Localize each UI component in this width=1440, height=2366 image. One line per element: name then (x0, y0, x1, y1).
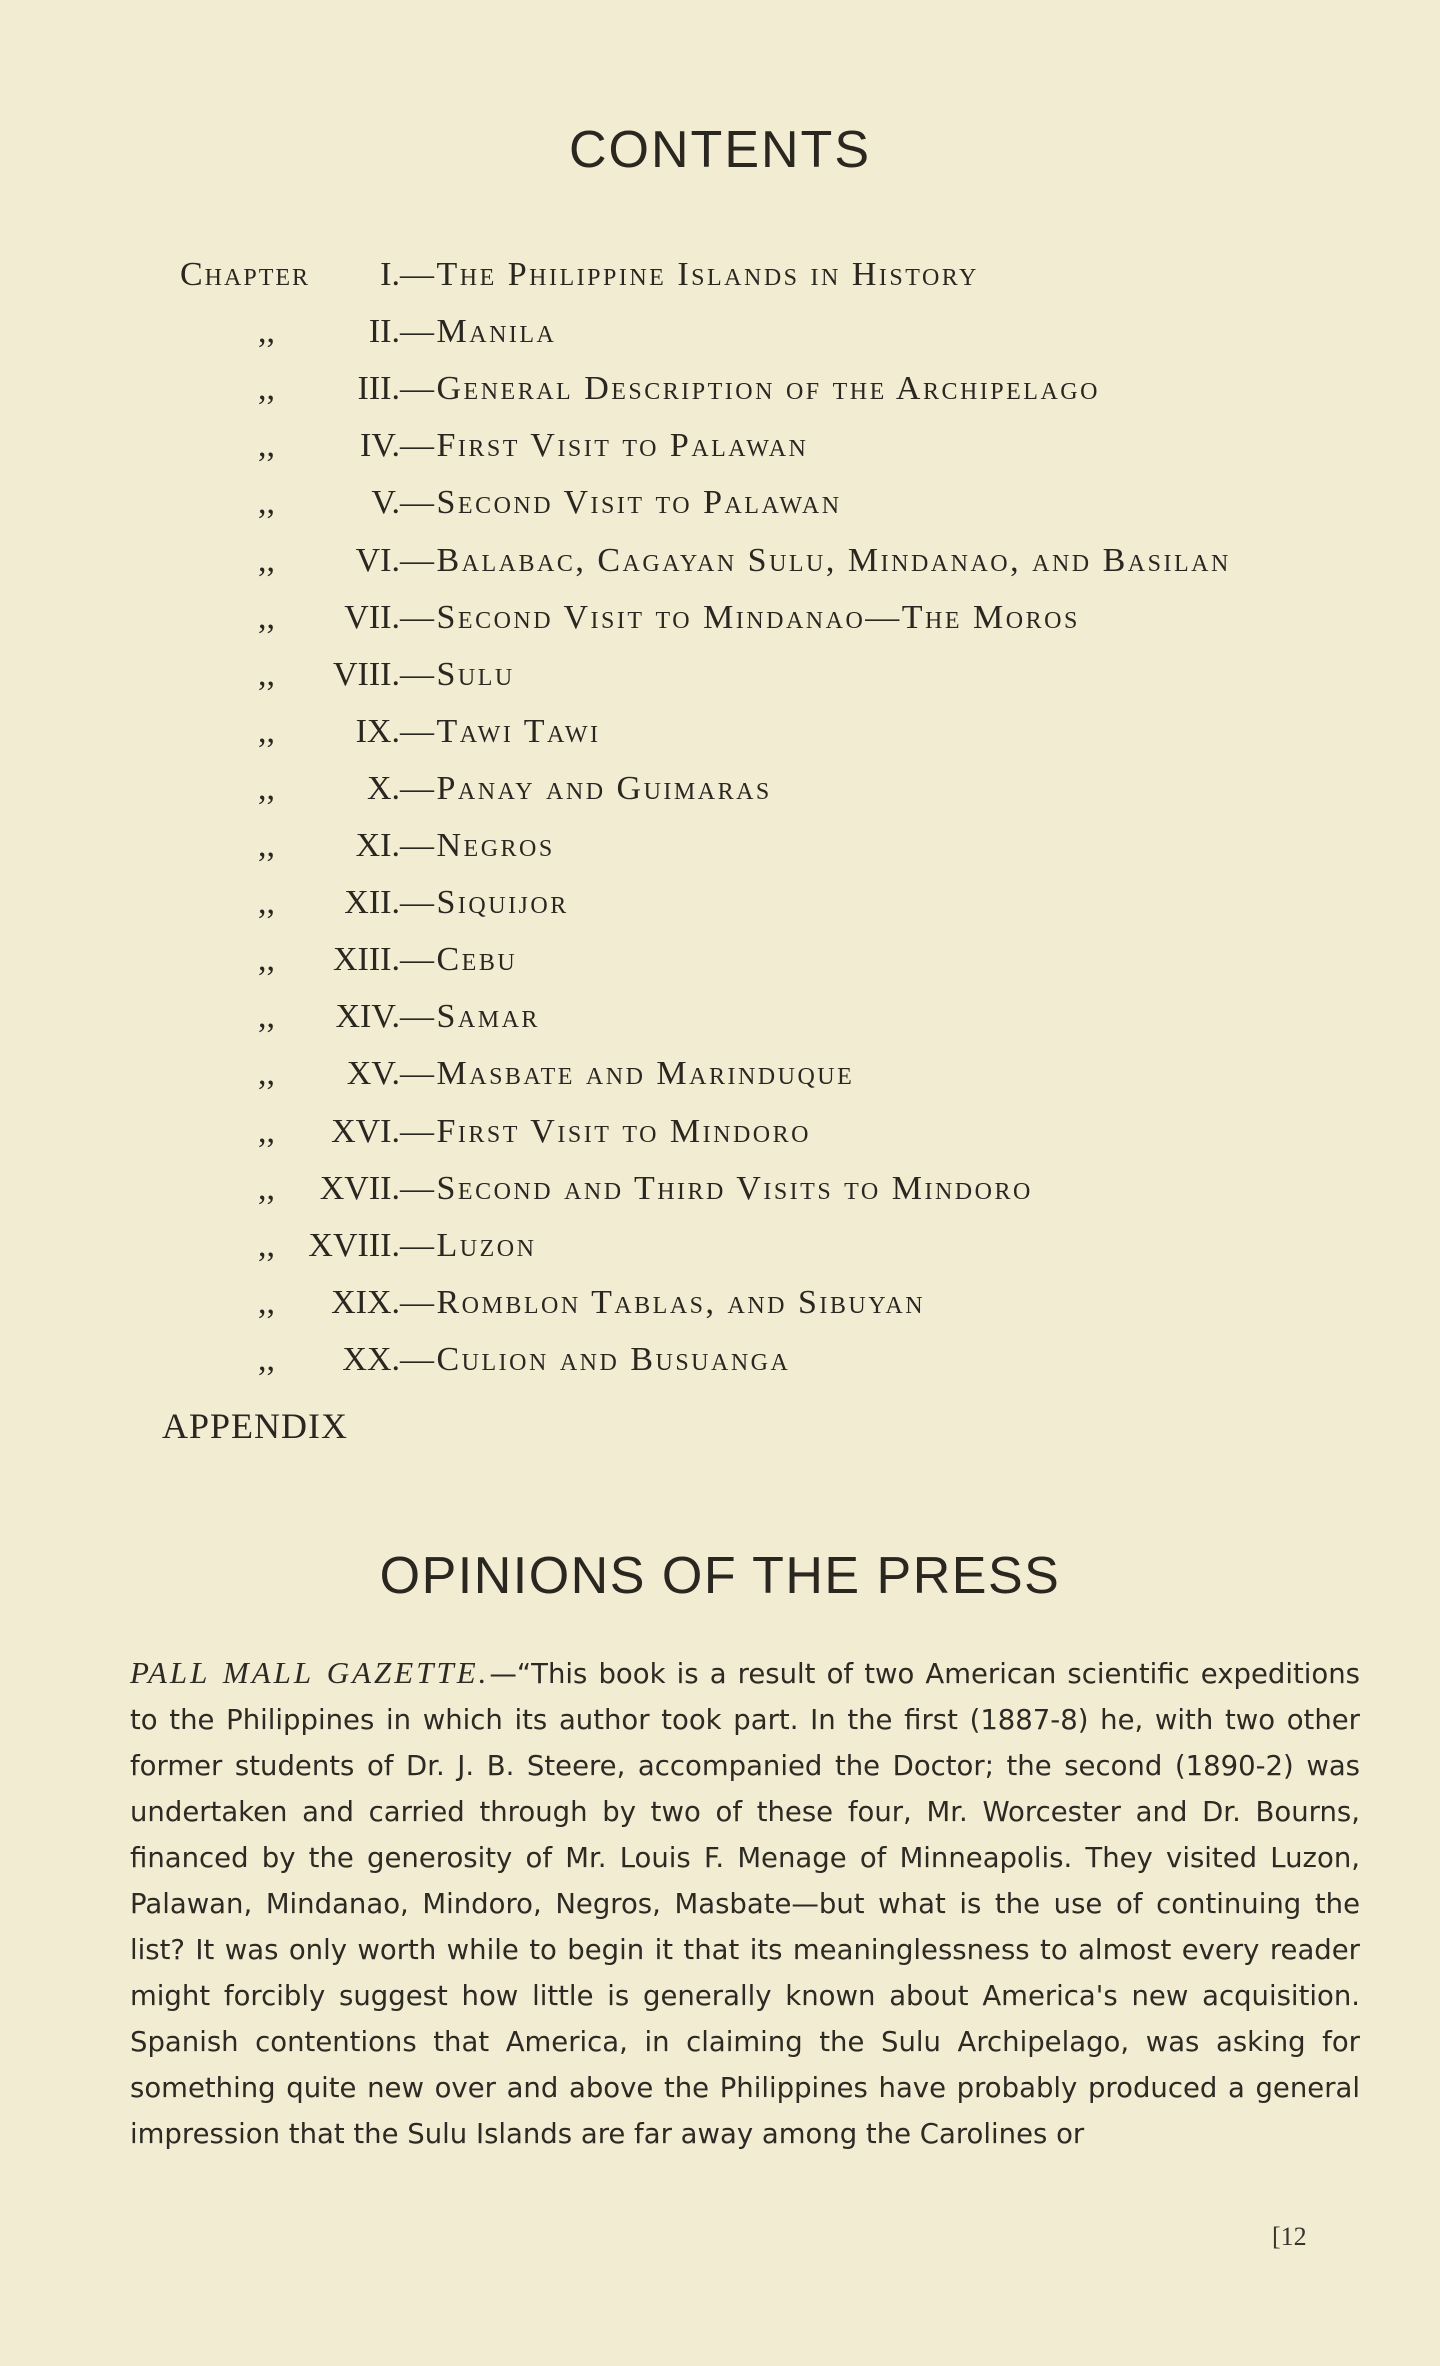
chapter-title: —General Description of the Archipelago (400, 370, 1100, 408)
toc-row (0, 770, 1440, 827)
chapter-numeral: XVIII. (308, 1226, 400, 1264)
toc-row (0, 827, 1440, 884)
toc-row (0, 484, 1440, 541)
chapter-numeral: XII. (344, 884, 400, 922)
chapter-title: —Manila (400, 313, 557, 351)
toc-row (0, 1170, 1440, 1227)
ditto-mark: ,, (258, 827, 275, 864)
toc-row (0, 1113, 1440, 1170)
ditto-mark: ,, (258, 1283, 275, 1321)
ditto-mark: ,, (258, 541, 275, 579)
toc-row (0, 1341, 1440, 1398)
page-number: [12 (1272, 2222, 1307, 2251)
ditto-mark: ,, (258, 1169, 275, 1207)
toc-row (0, 998, 1440, 1055)
chapter-title: —Tawi Tawi (400, 712, 601, 750)
ditto-mark: ,, (258, 1055, 275, 1093)
ditto-mark: ,, (258, 1340, 275, 1378)
chapter-numeral: XVI. (331, 1112, 400, 1150)
chapter-title: —Siquijor (400, 884, 569, 922)
ditto-mark: ,, (258, 598, 275, 636)
ditto-mark: ,, (258, 313, 275, 351)
chapter-numeral: XVII. (319, 1169, 400, 1207)
press-heading: OPINIONS OF THE PRESS (379, 1547, 1061, 1605)
toc-row (0, 941, 1440, 998)
chapter-title: —First Visit to Mindoro (400, 1112, 811, 1150)
chapter-title: —Culion and Busuanga (400, 1340, 791, 1378)
chapter-numeral: IX. (355, 712, 400, 750)
press-source: PALL MALL GAZETTE. (130, 1655, 490, 1690)
chapter-numeral: XX. (342, 1340, 400, 1378)
chapter-numeral: VII. (344, 598, 400, 636)
chapter-numeral: II. (368, 313, 400, 351)
ditto-mark: ,, (258, 655, 275, 693)
chapter-title: —Luzon (400, 1226, 537, 1264)
toc-row (0, 542, 1440, 599)
ditto-mark: ,, (258, 427, 275, 465)
chapter-title: —First Visit to Palawan (400, 427, 809, 465)
toc-row (0, 1284, 1440, 1341)
chapter-title: —Negros (400, 827, 555, 864)
ditto-mark: ,, (258, 370, 275, 408)
toc-row (0, 656, 1440, 713)
chapter-numeral: V. (371, 484, 400, 522)
ditto-mark: ,, (258, 1112, 275, 1150)
chapter-title: —Sulu (400, 655, 515, 693)
ditto-mark: ,, (258, 712, 275, 750)
ditto-mark: ,, (258, 484, 275, 522)
press-quote-text: —“This book is a result of two American scientific expeditions to the Philippines in which its author took part. In the first (1887-8) he, with two other former students of Dr. J. B. Steere, accompanied the Doctor; the second (1890-2) was undertaken and carried through by two of these four, Mr. Worcester and Dr. Bourns, financed by the generosity of Mr. Louis F. Menage of Minneapolis. They visited Luzon, Palawan, Mindanao, Mindoro, Negros, Masbate—but what is the use of continuing the list? It was only worth while to begin it that its meaninglessness to almost every reader might forcibly suggest how little is generally known about America's new acquisition. Spanish contentions that America, in claiming the Sulu Archipelago, was asking for something quite new over and above the Philippines have probably produced a general impression that the Sulu Islands are far away among the Carolines or (130, 1658, 1360, 2150)
toc-row (0, 1055, 1440, 1112)
toc-row (0, 599, 1440, 656)
chapter-numeral: XV. (346, 1055, 400, 1093)
chapter-title: —Second Visit to Palawan (400, 484, 842, 522)
chapter-numeral: I. (380, 256, 400, 293)
ditto-mark: ,, (258, 998, 275, 1036)
toc-row (0, 713, 1440, 770)
toc-row (0, 1227, 1440, 1284)
chapter-label: Chapter (180, 256, 311, 293)
chapter-numeral: XIII. (332, 941, 400, 979)
chapter-numeral: VI. (355, 541, 400, 579)
toc-row (0, 370, 1440, 427)
toc-row (0, 427, 1440, 484)
chapter-title: —Masbate and Marinduque (400, 1055, 855, 1093)
chapter-numeral: III. (357, 370, 400, 408)
chapter-title: —Second and Third Visits to Mindoro (400, 1169, 1033, 1207)
chapter-numeral: XIX. (331, 1283, 400, 1321)
chapter-title: —Balabac, Cagayan Sulu, Mindanao, and Basilan (400, 541, 1231, 579)
chapter-title: —Cebu (400, 941, 518, 979)
chapter-title: —Romblon Tablas, and Sibuyan (400, 1283, 926, 1321)
ditto-mark: ,, (258, 941, 275, 979)
chapter-title: —Panay and Guimaras (400, 769, 772, 807)
toc-row (0, 313, 1440, 370)
contents-heading: CONTENTS (569, 121, 871, 179)
chapter-numeral: VIII. (332, 655, 400, 693)
appendix-entry: APPENDIX (162, 1406, 349, 1446)
chapter-title: —Samar (400, 998, 540, 1036)
toc-row (0, 256, 1440, 313)
ditto-mark: ,, (258, 884, 275, 922)
press-quote-paragraph (130, 1650, 1360, 2157)
chapter-numeral: IV. (360, 427, 400, 465)
chapter-numeral: XIV. (335, 998, 400, 1036)
ditto-mark: ,, (258, 1226, 275, 1264)
ditto-mark: ,, (258, 769, 275, 807)
chapter-numeral: XI. (355, 827, 400, 864)
chapter-title: —Second Visit to Mindanao—The Moros (400, 598, 1080, 636)
chapter-title: —The Philippine Islands in History (400, 256, 979, 293)
toc-row (0, 884, 1440, 941)
chapter-numeral: X. (366, 769, 400, 807)
